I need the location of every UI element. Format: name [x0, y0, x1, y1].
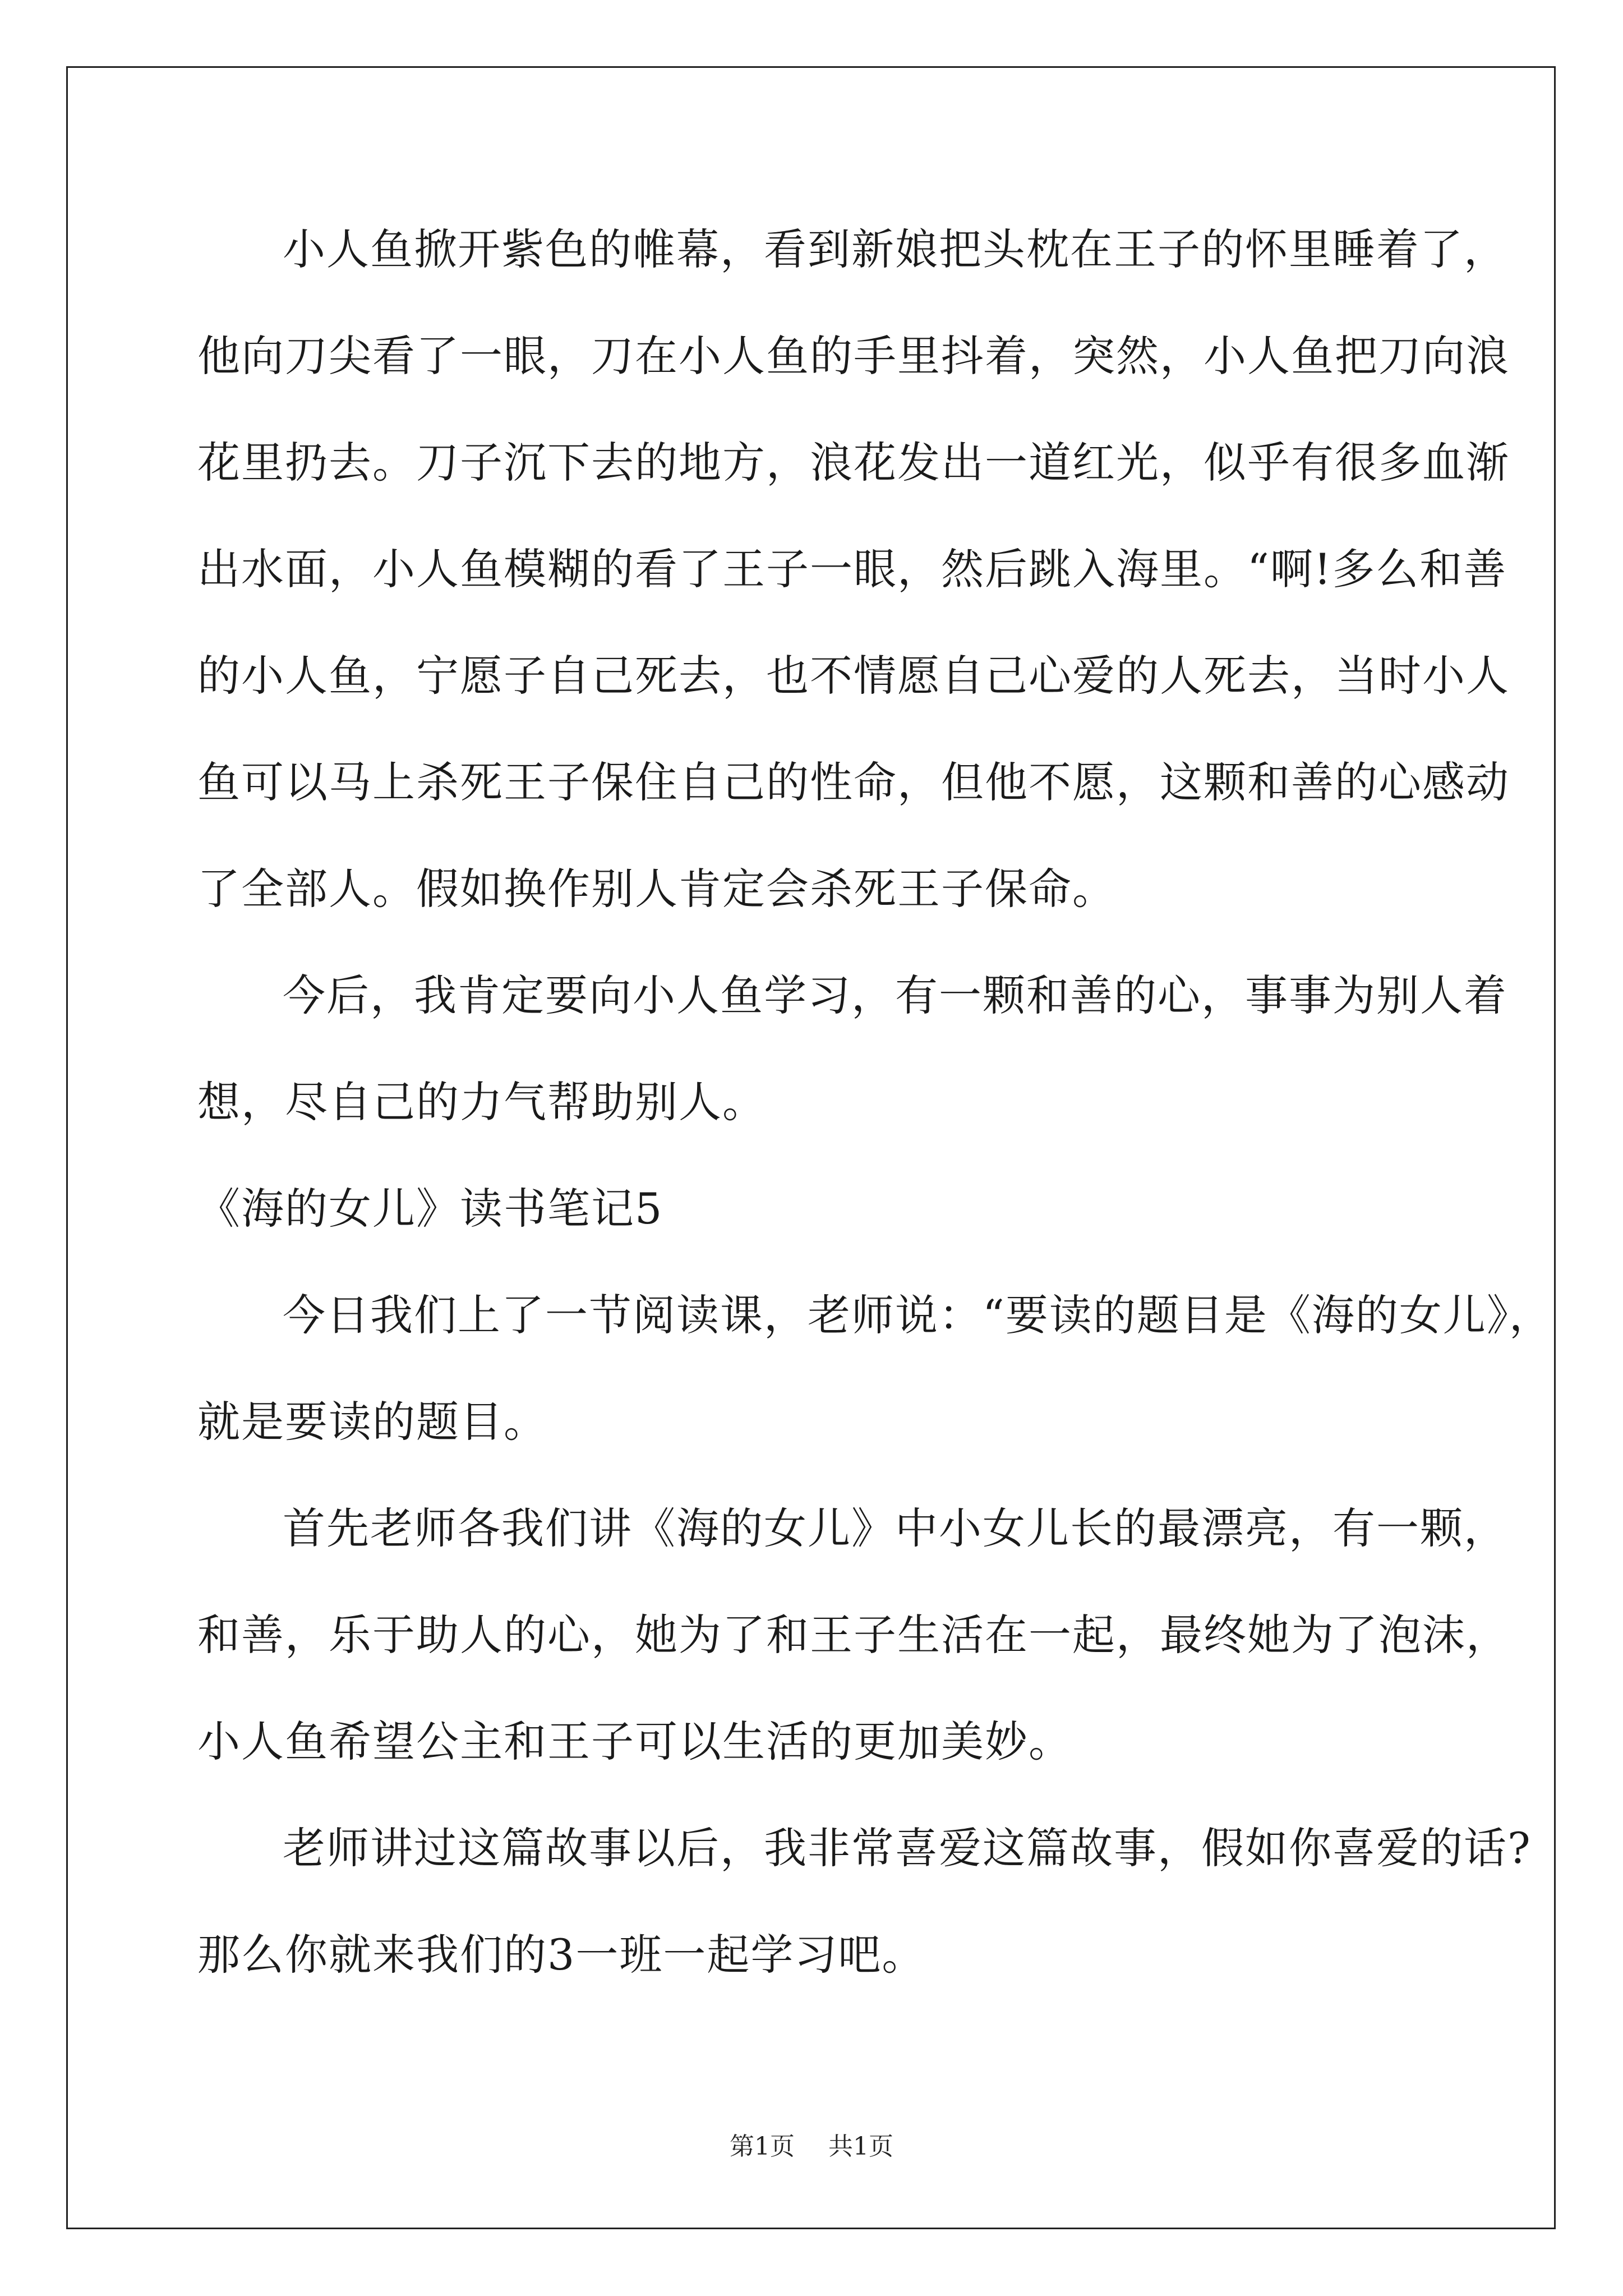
text-line: 首先老师各我们讲《海的女儿》中小女儿长的最漂亮，有一颗，	[283, 1503, 1507, 1553]
section-heading: 《海的女儿》读书笔记5	[197, 1184, 663, 1234]
text-line: 鱼可以马上杀死王子保住自己的性命，但他不愿，这颗和善的心感动	[197, 757, 1510, 807]
page-number-total: 共1页	[828, 2132, 893, 2161]
text-line: 那么你就来我们的3一班一起学习吧。	[197, 1930, 926, 1980]
page-footer	[0, 2126, 1623, 2162]
text-line: 出水面，小人鱼模糊的看了王子一眼，然后跳入海里。“啊!多么和善	[197, 544, 1507, 594]
text-line: 今日我们上了一节阅读课，老师说：“要读的题目是《海的女儿》，	[283, 1290, 1553, 1340]
text-line: 他向刀尖看了一眼，刀在小人鱼的手里抖着，突然，小人鱼把刀向浪	[197, 331, 1510, 381]
text-line: 小人鱼掀开紫色的帷幕，看到新娘把头枕在王子的怀里睡着了，	[283, 224, 1507, 274]
text-line: 今后，我肯定要向小人鱼学习，有一颗和善的心，事事为别人着	[283, 970, 1507, 1020]
text-line: 想，尽自己的力气帮助别人。	[197, 1077, 766, 1127]
text-line: 小人鱼希望公主和王子可以生活的更加美妙。	[197, 1717, 1072, 1766]
text-line: 了全部人。假如换作别人肯定会杀死王子保命。	[197, 864, 1116, 914]
document-body	[197, 216, 1553, 2028]
text-line: 和善，乐于助人的心，她为了和王子生活在一起，最终她为了泡沫，	[197, 1610, 1510, 1660]
text-line: 老师讲过这篇故事以后，我非常喜爱这篇故事，假如你喜爱的话?	[283, 1823, 1532, 1873]
text-line: 的小人鱼，宁愿子自己死去，也不情愿自己心爱的人死去，当时小人	[197, 651, 1510, 701]
text-line: 花里扔去。刀子沉下去的地方，浪花发出一道红光，似乎有很多血渐	[197, 438, 1510, 487]
text-line: 就是要读的题目。	[197, 1397, 547, 1447]
page-number-current: 第1页	[730, 2132, 795, 2161]
